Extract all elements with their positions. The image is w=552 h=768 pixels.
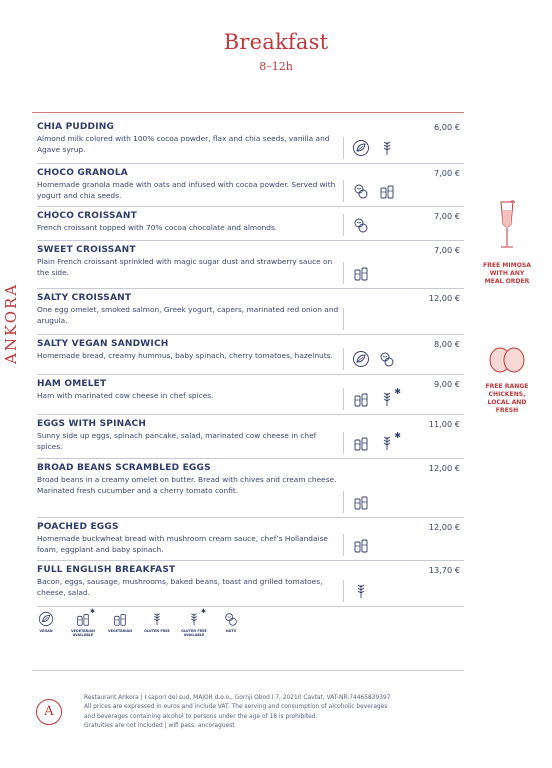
eggs-line-2: CHICKENS,: [488, 391, 526, 398]
item-description: Plain French croissant sprinkled with magic sugar dust and strawberry sauce on the side.: [37, 257, 333, 277]
legend-entry: [66, 608, 100, 638]
eggs-promo: [477, 345, 537, 415]
menu-item: [37, 207, 464, 241]
footer-line-3: and beverages containing alcohol to persons under the age of 18 is prohibited.: [84, 713, 318, 720]
mimosa-line-1: FREE MIMOSA: [483, 262, 531, 269]
gluten-free-icon: [378, 139, 396, 157]
footer-text: [84, 694, 414, 732]
dietary-icons: [343, 137, 400, 159]
dietary-icons: [343, 388, 400, 410]
item-price: 7,00 €: [433, 211, 460, 221]
mimosa-promo: [477, 200, 537, 286]
vegan-icon: [352, 139, 370, 157]
vegetarian-icon: [112, 611, 128, 627]
item-price: 12,00 €: [428, 293, 460, 303]
item-price: 7,00 €: [433, 168, 460, 178]
item-price: 12,00 €: [428, 463, 460, 473]
item-name: POACHED EGGS: [37, 522, 119, 532]
item-price: 9,00 €: [433, 379, 460, 389]
menu-item: [37, 518, 464, 561]
vegetarian-icon: [352, 434, 370, 452]
item-name: EGGS WITH SPINACH: [37, 419, 147, 429]
legend-entry: [29, 611, 63, 633]
item-name: SALTY CROISSANT: [37, 293, 132, 303]
menu-item: [37, 118, 464, 164]
item-description: Almond milk colored with 100% cocoa powder, flax and chia seeds, vanilla and Agave syrup.: [37, 134, 330, 154]
dietary-icons: [343, 580, 400, 602]
item-name: CHIA PUDDING: [37, 122, 115, 132]
menu-list: [37, 118, 464, 607]
eggs-line-4: FRESH: [495, 407, 519, 414]
item-name: CHOCO GRANOLA: [37, 168, 128, 178]
item-description: Homemade granola made with oats and infused with cocoa powder. Served with yogurt and chia seeds.: [37, 180, 336, 200]
eggs-line-1: FREE RANGE: [485, 383, 529, 390]
item-description: One egg omelet, smoked salmon, Greek yogurt, capers, marinated red onion and arugula.: [37, 305, 339, 325]
menu-item: [37, 164, 464, 207]
item-description: Homemade bread, creamy hummus, baby spinach, cherry tomatoes, hazelnuts.: [37, 351, 333, 360]
legend-label: VEGETARIAN: [107, 629, 133, 633]
legend-entry: [140, 611, 174, 633]
vegan-icon: [38, 611, 54, 627]
eggs-icon: [477, 345, 537, 377]
nuts-icon: [223, 611, 239, 627]
vegetarian-icon: [352, 264, 370, 282]
champagne-glass-icon: [477, 200, 537, 256]
menu-item: [37, 289, 464, 335]
menu-item: [37, 241, 464, 289]
legend-entry: [103, 611, 137, 633]
menu-item: [37, 459, 464, 518]
gluten-free-icon: [352, 582, 370, 600]
item-price: 7,00 €: [433, 245, 460, 255]
item-name: CHOCO CROISSANT: [37, 211, 137, 221]
legend-entry: [177, 608, 211, 638]
menu-item: [37, 335, 464, 375]
item-name: SALTY VEGAN SANDWICH: [37, 339, 169, 349]
vegetarian-icon: [378, 182, 396, 200]
item-description: Homemade buckwheat bread with mushroom cream sauce, chef’s Hollandaise foam, eggplant and baby spinach.: [37, 534, 328, 554]
footer-line-2: All prices are expressed in euros and include VAT. The serving and consumption of alcoholic beverages: [84, 704, 388, 711]
dietary-icons: [343, 432, 400, 454]
legend-label: GLUTEN FREE AVAILABLE: [181, 629, 207, 638]
item-price: 11,00 €: [428, 419, 460, 429]
legend-label: VEGAN: [39, 629, 53, 633]
legend-label: NUTS: [225, 629, 237, 633]
mimosa-line-3: MEAL ORDER: [484, 278, 530, 285]
footer-line-1: Restaurant Ankora | I sapori del sud, MAJOR d.o.o., Gornji Obod I 7, 20210 Cavtat, VAT-NR:74465839397: [84, 695, 391, 701]
vegetarian-available-icon: ✱: [75, 611, 91, 627]
nuts-icon: [378, 350, 396, 368]
item-name: HAM OMELET: [37, 379, 107, 389]
vertical-brand-logo: ANKORA: [2, 282, 20, 364]
dietary-icons: [343, 180, 400, 202]
dietary-icons: [343, 308, 400, 330]
item-name: FULL ENGLISH BREAKFAST: [37, 565, 176, 575]
service-hours: 8–12h: [259, 60, 293, 73]
menu-item: [37, 375, 464, 415]
footer-line-4: Gratuities are not included | wifi pass: ancoraguest: [84, 723, 235, 730]
footer-divider: [32, 670, 464, 671]
nuts-icon: [352, 182, 370, 200]
legend-label: VEGETARIAN AVAILABLE: [70, 629, 96, 638]
footer-logo: A: [36, 699, 62, 725]
menu-item: [37, 561, 464, 607]
vegetarian-icon: [352, 493, 370, 511]
gluten-free-available-icon: ✱: [378, 390, 396, 408]
mimosa-line-2: WITH ANY: [489, 270, 525, 277]
item-name: BROAD BEANS SCRAMBLED EGGS: [37, 463, 211, 473]
dietary-icons: [343, 262, 400, 284]
item-description: Bacon, eggs, sausage, mushrooms, baked beans, toast and grilled tomatoes, cheese, salad.: [37, 577, 323, 597]
dietary-icons: [343, 491, 400, 513]
item-description: Sunny side up eggs, spinach pancake, salad, marinated cow cheese in chef spices.: [37, 431, 317, 451]
page-title: Breakfast: [223, 30, 329, 54]
vegan-icon: [352, 350, 370, 368]
legend-label: GLUTEN FREE: [144, 629, 170, 633]
gluten-free-available-icon: ✱: [378, 434, 396, 452]
nuts-icon: [352, 216, 370, 234]
dietary-legend: [37, 608, 257, 651]
top-divider: [32, 112, 464, 113]
item-description: French croissant topped with 70% cocoa chocolate and almonds.: [37, 223, 278, 232]
gluten-free-icon: [149, 611, 165, 627]
item-description: Ham with marinated cow cheese in chef spices.: [37, 391, 214, 400]
item-price: 13,70 €: [428, 565, 460, 575]
gluten-free-available-icon: ✱: [186, 611, 202, 627]
item-price: 6,00 €: [433, 122, 460, 132]
item-name: SWEET CROISSANT: [37, 245, 136, 255]
dietary-icons: [343, 214, 400, 236]
eggs-line-3: LOCAL AND: [487, 399, 527, 406]
item-price: 12,00 €: [428, 522, 460, 532]
item-price: 8,00 €: [433, 339, 460, 349]
item-description: Broad beans in a creamy omelet on butter. Bread with chives and cream cheese. Marinated fresh cucumber and a cherry tomato confit.: [37, 475, 337, 495]
dietary-icons: [343, 348, 400, 370]
legend-entry: [214, 611, 248, 633]
vegetarian-icon: [352, 536, 370, 554]
vegetarian-icon: [352, 390, 370, 408]
dietary-icons: [343, 534, 400, 556]
menu-item: [37, 415, 464, 459]
